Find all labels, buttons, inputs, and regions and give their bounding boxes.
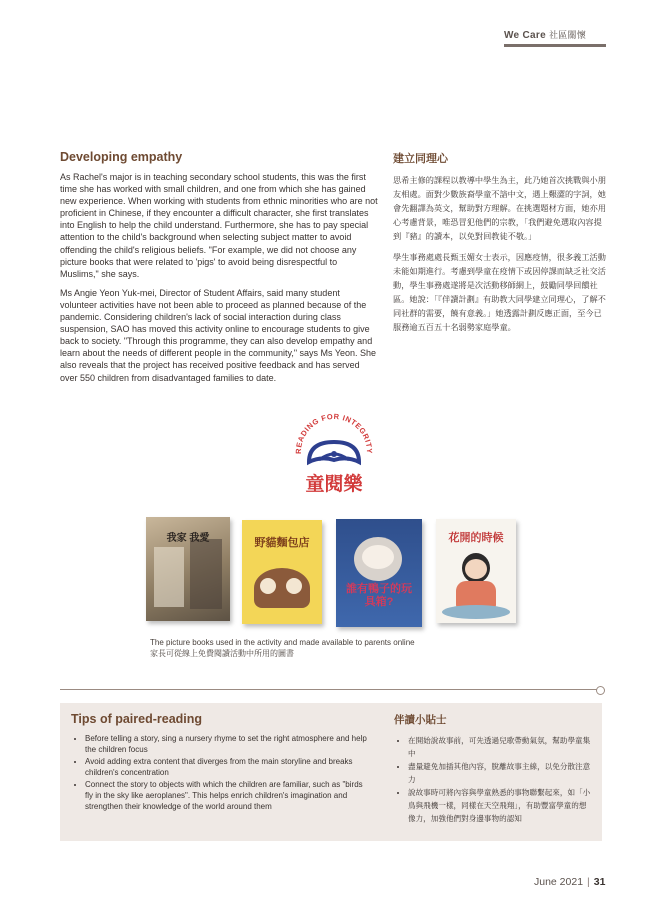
book-cover — [436, 519, 516, 623]
header-rule — [504, 44, 606, 47]
book-title: 野貓麵包店 — [254, 537, 310, 549]
tips-english-list — [71, 734, 371, 812]
section-header — [504, 28, 586, 41]
chinese-article — [393, 150, 606, 342]
tips-english-heading: Tips of paired-reading — [71, 712, 203, 726]
tip-item: • Avoid adding extra content that diverges from the main storyline and breaks children's concentration — [85, 757, 371, 778]
book-title: 誰有鴨子的玩具箱? — [346, 583, 412, 608]
tip-item: • 說故事時可將內容與學童熟悉的事物聯繫起來，如「小鳥與飛機一樣，同樣在天空飛翔」，有助豐富學童的想像力，加強他們對身邊事物的認知 — [408, 787, 594, 825]
section-title: We Care — [504, 30, 546, 41]
tip-item: • Connect the story to objects with which the children are familiar, such as "birds fly in the sky like aeroplanes". This helps enrich children's imagination and strengthen their knowledge of the world around them — [85, 780, 371, 812]
english-paragraph: As Rachel's major is in teaching secondary school students, this was the first time she has worked with small children, and one from which she has gained new experience. When working with students from ethnic minorities who are not proficient in Chinese, if they encounter a difficult character, she first translates into English to help the child understand. Furthermore, she has to pay special attention to the child's background when selecting subject matter to avoid offending the child's religious beliefs. "For example, we did not choose any picture books that were related to 'pigs' to avoid being disrespectful to Muslims," she says. — [60, 172, 378, 279]
tip-item: • Before telling a story, sing a nursery rhyme to set the right atmosphere and help the children focus — [85, 734, 371, 755]
section-subtitle: 社區關懷 — [548, 30, 587, 40]
tip-item: • 在開始說故事前，可先透過兒歌帶動氣氛，幫助學童集中 — [408, 735, 594, 760]
book-cover — [146, 517, 230, 621]
tip-item: • 盡量避免加插其他內容，脫離故事主線，以免分散注意力 — [408, 761, 594, 786]
english-article — [60, 150, 378, 391]
book-cover — [336, 519, 422, 627]
book-title: 花開的時候 — [448, 532, 504, 544]
picture-books — [146, 515, 516, 633]
logo-arc-text: READING FOR INTEGRITY — [293, 411, 375, 455]
book-title: 我家 我愛 — [166, 533, 210, 544]
tips-chinese-list — [394, 735, 594, 825]
logo-chinese-text: 童閱樂 — [305, 474, 363, 495]
english-paragraph: Ms Angie Yeon Yuk-mei, Director of Student Affairs, said many student volunteer activities have not been able to proceed as planned because of the pandemic. Considering children's lack of social interaction during class suspension, SAO has moved this activity online to encourage students to give back to society. "Through this programme, they can also develop empathy and learn about the needs of different people in the community," says Ms Yeon. She also reveals that the project has received positive feedback and has served over 550 children from disadvantaged families to date. — [60, 287, 377, 383]
tips-english — [71, 712, 371, 814]
page-footer — [534, 876, 605, 888]
chinese-paragraph: 思希主修的課程以教導中學生為主，此乃她首次挑戰與小朋友相處。面對少數族裔學童不諳中文，遇上艱澀的字詞，她會先翻譯為英文，幫助對方理解。在挑選題材方面，她亦用心考慮背景，唯恐冒犯他們的宗教，「我們避免選取內容提到『豬』的讀本，以免對回教徒不敬。」 — [393, 176, 606, 241]
chinese-heading: 建立同理心 — [393, 153, 448, 165]
tips-chinese-heading: 伴讀小貼士 — [394, 714, 447, 726]
chinese-paragraph: 學生事務處處長甄玉媚女士表示，因應疫情，很多義工活動未能如期進行。考慮到學童在疫情下或因停課而缺乏社交活動，學生事務處遂將是次活動移師網上，鼓勵同學回饋社區。她說：「『伴讀計劃』有助教大同學建立同理心，了解不同社群的需要，饒有意義。」她透露計劃反應正面，至今已服務逾五百五十名弱勢家庭學童。 — [393, 253, 606, 332]
tips-box — [60, 703, 602, 841]
reading-for-integrity-logo — [289, 410, 379, 500]
caption-chinese: 家長可從線上免費閱讀活動中所用的圖書 — [150, 649, 294, 658]
tips-chinese — [394, 712, 594, 826]
divider-dot — [596, 686, 605, 695]
page-number: 31 — [593, 876, 606, 888]
issue-date: June 2021 — [534, 876, 584, 888]
footer-separator: | — [587, 876, 590, 888]
section-divider — [60, 689, 602, 690]
image-caption — [150, 637, 415, 659]
caption-english: The picture books used in the activity and made available to parents online — [150, 638, 415, 647]
english-heading: Developing empathy — [60, 150, 183, 164]
book-cover — [242, 520, 322, 624]
